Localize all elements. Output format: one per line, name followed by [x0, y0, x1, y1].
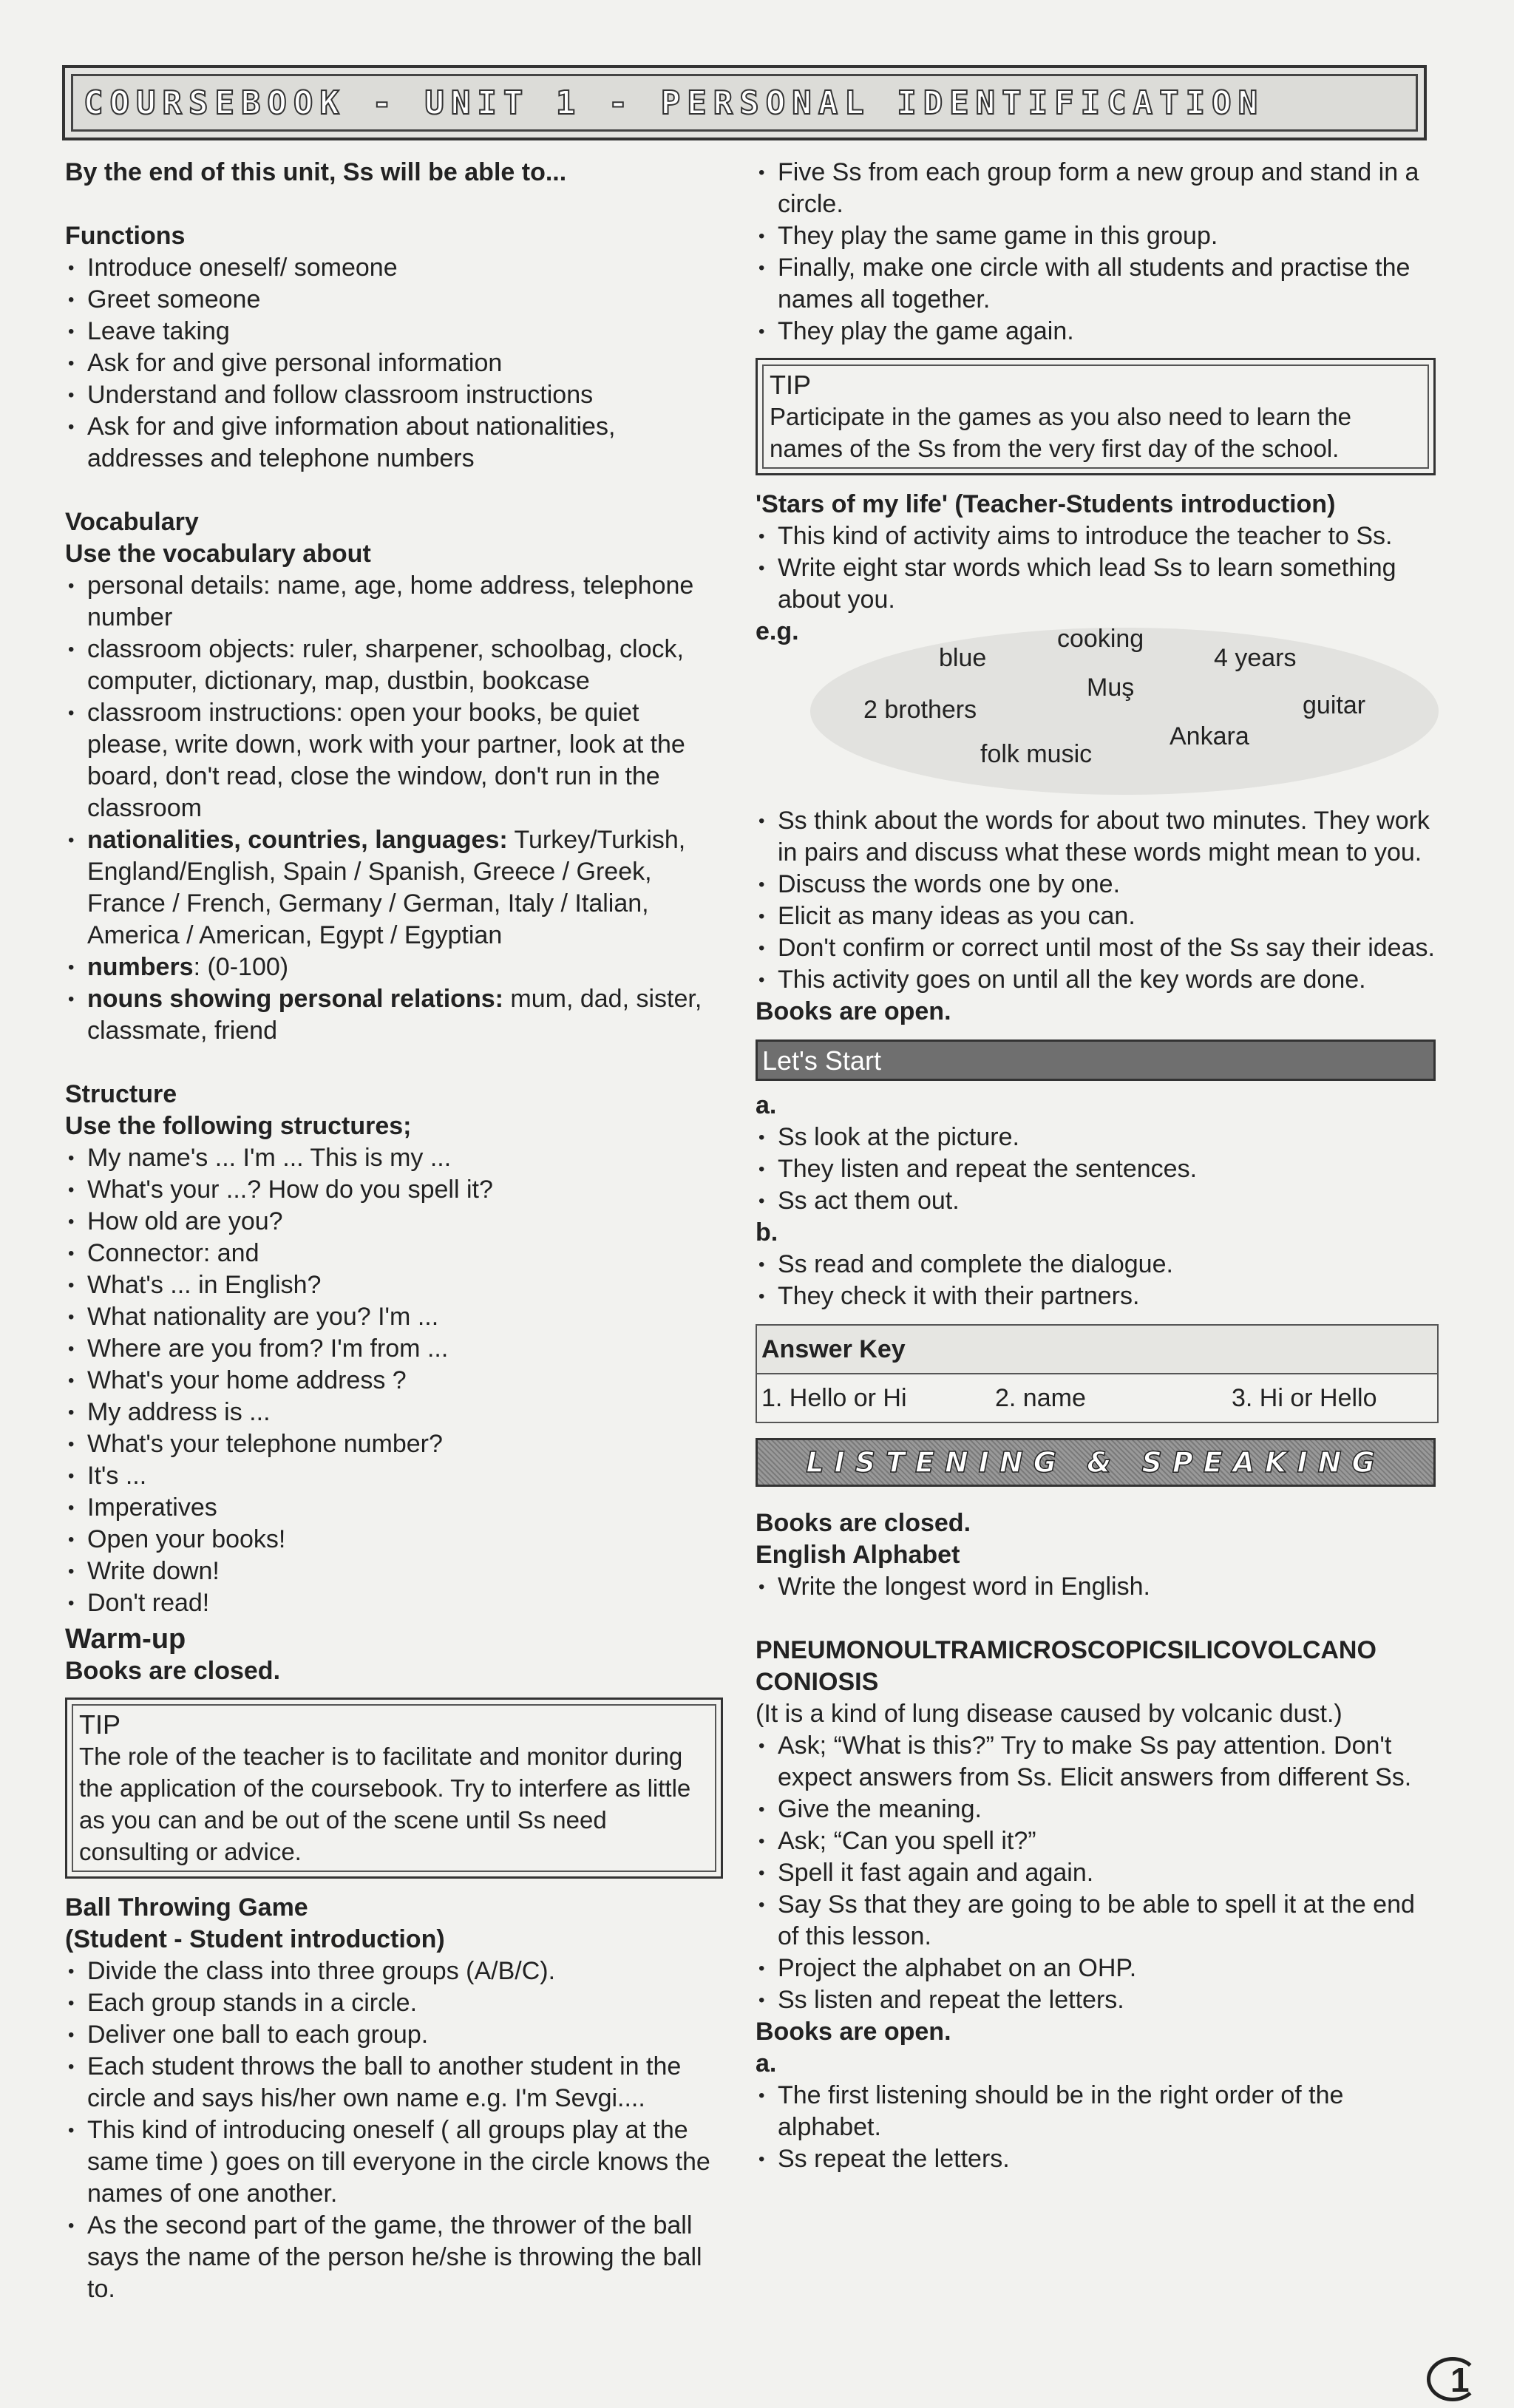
star-word: blue [939, 644, 987, 672]
stars-heading: 'Stars of my life' (Teacher-Students introduction) [756, 490, 1336, 518]
list-item: • How old are you? [65, 1206, 723, 1238]
list-item: • As the second part of the game, the thrower of the ball says the name of the person he/she is throwing the ball to. [65, 2210, 723, 2305]
list-item: • This kind of activity aims to introduce the teacher to Ss. [756, 520, 1436, 552]
listening-speaking-title: LISTENING & SPEAKING [806, 1445, 1385, 1479]
list-item: • Imperatives [65, 1492, 723, 1524]
list-item: • Divide the class into three groups (A/B/C). [65, 1956, 723, 1987]
list-item: • personal details: name, age, home address, telephone number [65, 570, 723, 634]
game-list [65, 1956, 723, 2305]
unit-header [62, 65, 1427, 140]
star-word: Ankara [1170, 722, 1249, 750]
list-item: • Write the longest word in English. [756, 1571, 1436, 1603]
answer-item: 2. name [995, 1383, 1086, 1412]
list-item: • Say Ss that they are going to be able to spell it at the end of this lesson. [756, 1889, 1436, 1953]
tip-box-inner [762, 364, 1429, 469]
structure-subheading: Use the following structures; [65, 1112, 412, 1140]
list-item: • numbers: (0-100) [65, 952, 723, 983]
unit-title: COURSEBOOK - UNIT 1 - PERSONAL IDENTIFICATION [84, 84, 1265, 122]
books-closed-note: Books are closed. [756, 1509, 971, 1537]
stars-after-list [756, 805, 1436, 996]
long-word-note: (It is a kind of lung disease caused by volcanic dust.) [756, 1700, 1342, 1728]
part-a-list [756, 1122, 1436, 1217]
structure-list [65, 1142, 723, 1619]
listening-speaking-band [756, 1438, 1436, 1487]
star-word: Muş [1087, 674, 1135, 702]
star-word: cooking [1057, 625, 1144, 653]
tip-box-inner [72, 1704, 716, 1872]
list-item: • Greet someone [65, 284, 723, 316]
list-item: • My address is ... [65, 1397, 723, 1428]
list-item: • What's your home address ? [65, 1365, 723, 1397]
page-number [1427, 2357, 1487, 2401]
functions-heading: Functions [65, 222, 186, 250]
structure-heading: Structure [65, 1080, 177, 1108]
list-item: • classroom instructions: open your books, be quiet please, write down, work with your partner, look at the board, don't read, close the window, don't run in the classroom [65, 697, 723, 824]
list-item: • Ss repeat the letters. [756, 2143, 1436, 2175]
left-column [65, 157, 723, 2305]
list-item: • Introduce oneself/ someone [65, 252, 723, 284]
list-item: • Discuss the words one by one. [756, 869, 1436, 901]
list-item: • Write down! [65, 1556, 723, 1587]
answer-item: 1. Hello or Hi [761, 1383, 907, 1412]
part-b-list [756, 1249, 1436, 1312]
lets-start-band: Let's Start [756, 1039, 1436, 1081]
tip-box [756, 358, 1436, 475]
star-words-area [756, 617, 1436, 805]
list-item: • They play the same game in this group. [756, 220, 1436, 252]
vocabulary-subheading: Use the vocabulary about [65, 540, 371, 568]
list-item: • Don't read! [65, 1587, 723, 1619]
list-item: • Don't confirm or correct until most of the Ss say their ideas. [756, 932, 1436, 964]
list-item: • My name's ... I'm ... This is my ... [65, 1142, 723, 1174]
list-item: • Ask for and give personal information [65, 347, 723, 379]
list-item: • Deliver one ball to each group. [65, 2019, 723, 2051]
list-item: • Where are you from? I'm from ... [65, 1333, 723, 1365]
list-item: • Elicit as many ideas as you can. [756, 901, 1436, 932]
list-item: • They check it with their partners. [756, 1281, 1436, 1312]
list-item: • What's your telephone number? [65, 1428, 723, 1460]
list-item: • They listen and repeat the sentences. [756, 1153, 1436, 1185]
eg-label: e.g. [756, 617, 799, 645]
list-item: • Ss listen and repeat the letters. [756, 1984, 1436, 2016]
answer-item: 3. Hi or Hello [1232, 1383, 1377, 1412]
list-item: • nationalities, countries, languages: Turkey/Turkish, England/English, Spain / Spanish, Greece / Greek, France / French, Germany / German, Italy / Italian, America / American, Egypt / Egyptian [65, 824, 723, 952]
list-item: • This kind of introducing oneself ( all groups play at the same time ) goes on till everyone in the circle knows the names of one another. [65, 2114, 723, 2210]
list-item: • Ask for and give information about nationalities, addresses and telephone numbers [65, 411, 723, 475]
books-closed-note: Books are closed. [65, 1657, 281, 1685]
vocabulary-list [65, 570, 723, 1047]
list-item: • Spell it fast again and again. [756, 1857, 1436, 1889]
answer-key-row [756, 1374, 1438, 1422]
alphabet-list [756, 1571, 1436, 1603]
game-heading: Ball Throwing Game [65, 1893, 308, 1922]
list-item: • Write eight star words which lead Ss to learn something about you. [756, 552, 1436, 616]
tip-title: TIP [770, 370, 812, 400]
list-item: • Finally, make one circle with all students and practise the names all together. [756, 252, 1436, 316]
part-b-label: b. [756, 1218, 778, 1247]
star-word: 4 years [1214, 644, 1297, 672]
list-item: • It's ... [65, 1460, 723, 1492]
list-item: • Leave taking [65, 316, 723, 347]
list-item: • Ask; “What is this?” Try to make Ss pay attention. Don't expect answers from Ss. Elicit answers from different Ss. [756, 1730, 1436, 1794]
star-word: folk music [980, 740, 1093, 768]
tip-box [65, 1698, 723, 1879]
list-item: • Connector: and [65, 1238, 723, 1269]
page-number-text: 1 [1450, 2361, 1470, 2399]
list-item: • Give the meaning. [756, 1794, 1436, 1825]
warmup-heading: Warm-up [65, 1624, 186, 1655]
books-open-note: Books are open. [756, 2018, 951, 2046]
stars-list [756, 520, 1436, 616]
game-subheading: (Student - Student introduction) [65, 1925, 445, 1953]
list-item: • Ask; “Can you spell it?” [756, 1825, 1436, 1857]
list-item: • nouns showing personal relations: mum, dad, sister, classmate, friend [65, 983, 723, 1047]
list-item: • Ss think about the words for about two minutes. They work in pairs and discuss what these words might mean to you. [756, 805, 1436, 869]
tip-text: Participate in the games as you also need to learn the names of the Ss from the very first day of the school. [770, 403, 1351, 462]
tip-title: TIP [79, 1709, 121, 1740]
list-item: • Project the alphabet on an OHP. [756, 1953, 1436, 1984]
answer-key-title: Answer Key [756, 1325, 1438, 1374]
list-item: • Each group stands in a circle. [65, 1987, 723, 2019]
listening-list [756, 2080, 1436, 2175]
tip-text: The role of the teacher is to facilitate and monitor during the application of the coursebook. Try to interfere as little as you can and be out of the scene until Ss need consulting or advice. [79, 1743, 691, 1865]
list-item: • Five Ss from each group form a new group and stand in a circle. [756, 157, 1436, 220]
long-word: PNEUMONOULTRAMICROSCOPICSILICOVOLCANO CONIOSIS [756, 1636, 1376, 1696]
list-item: • Ss look at the picture. [756, 1122, 1436, 1153]
part-a-label: a. [756, 1091, 777, 1119]
part-a-label: a. [756, 2049, 777, 2078]
alphabet-heading: English Alphabet [756, 1541, 960, 1569]
list-item: • What nationality are you? I'm ... [65, 1301, 723, 1333]
unit-header-inner [71, 74, 1418, 132]
intro-text: By the end of this unit, Ss will be able to... [65, 158, 567, 186]
list-item: • Understand and follow classroom instructions [65, 379, 723, 411]
list-item: • They play the game again. [756, 316, 1436, 347]
list-item: • Ss act them out. [756, 1185, 1436, 1217]
list-item: • Open your books! [65, 1524, 723, 1556]
star-word: guitar [1303, 691, 1366, 719]
vocabulary-heading: Vocabulary [65, 508, 199, 536]
answer-key-table [756, 1324, 1439, 1423]
star-word: 2 brothers [863, 696, 977, 724]
list-item: • What's your ...? How do you spell it? [65, 1174, 723, 1206]
books-open-note: Books are open. [756, 997, 951, 1025]
list-item: • Ss read and complete the dialogue. [756, 1249, 1436, 1281]
list-item: • classroom objects: ruler, sharpener, schoolbag, clock, computer, dictionary, map, dustbin, bookcase [65, 634, 723, 697]
list-item: • Each student throws the ball to another student in the circle and says his/her own name e.g. I'm Sevgi.... [65, 2051, 723, 2114]
list-item: • What's ... in English? [65, 1269, 723, 1301]
functions-list [65, 252, 723, 475]
list-item: • This activity goes on until all the key words are done. [756, 964, 1436, 996]
list-item: • The first listening should be in the right order of the alphabet. [756, 2080, 1436, 2143]
game-continued-list [756, 157, 1436, 347]
right-column [756, 157, 1436, 2175]
alphabet-steps-list [756, 1730, 1436, 2016]
